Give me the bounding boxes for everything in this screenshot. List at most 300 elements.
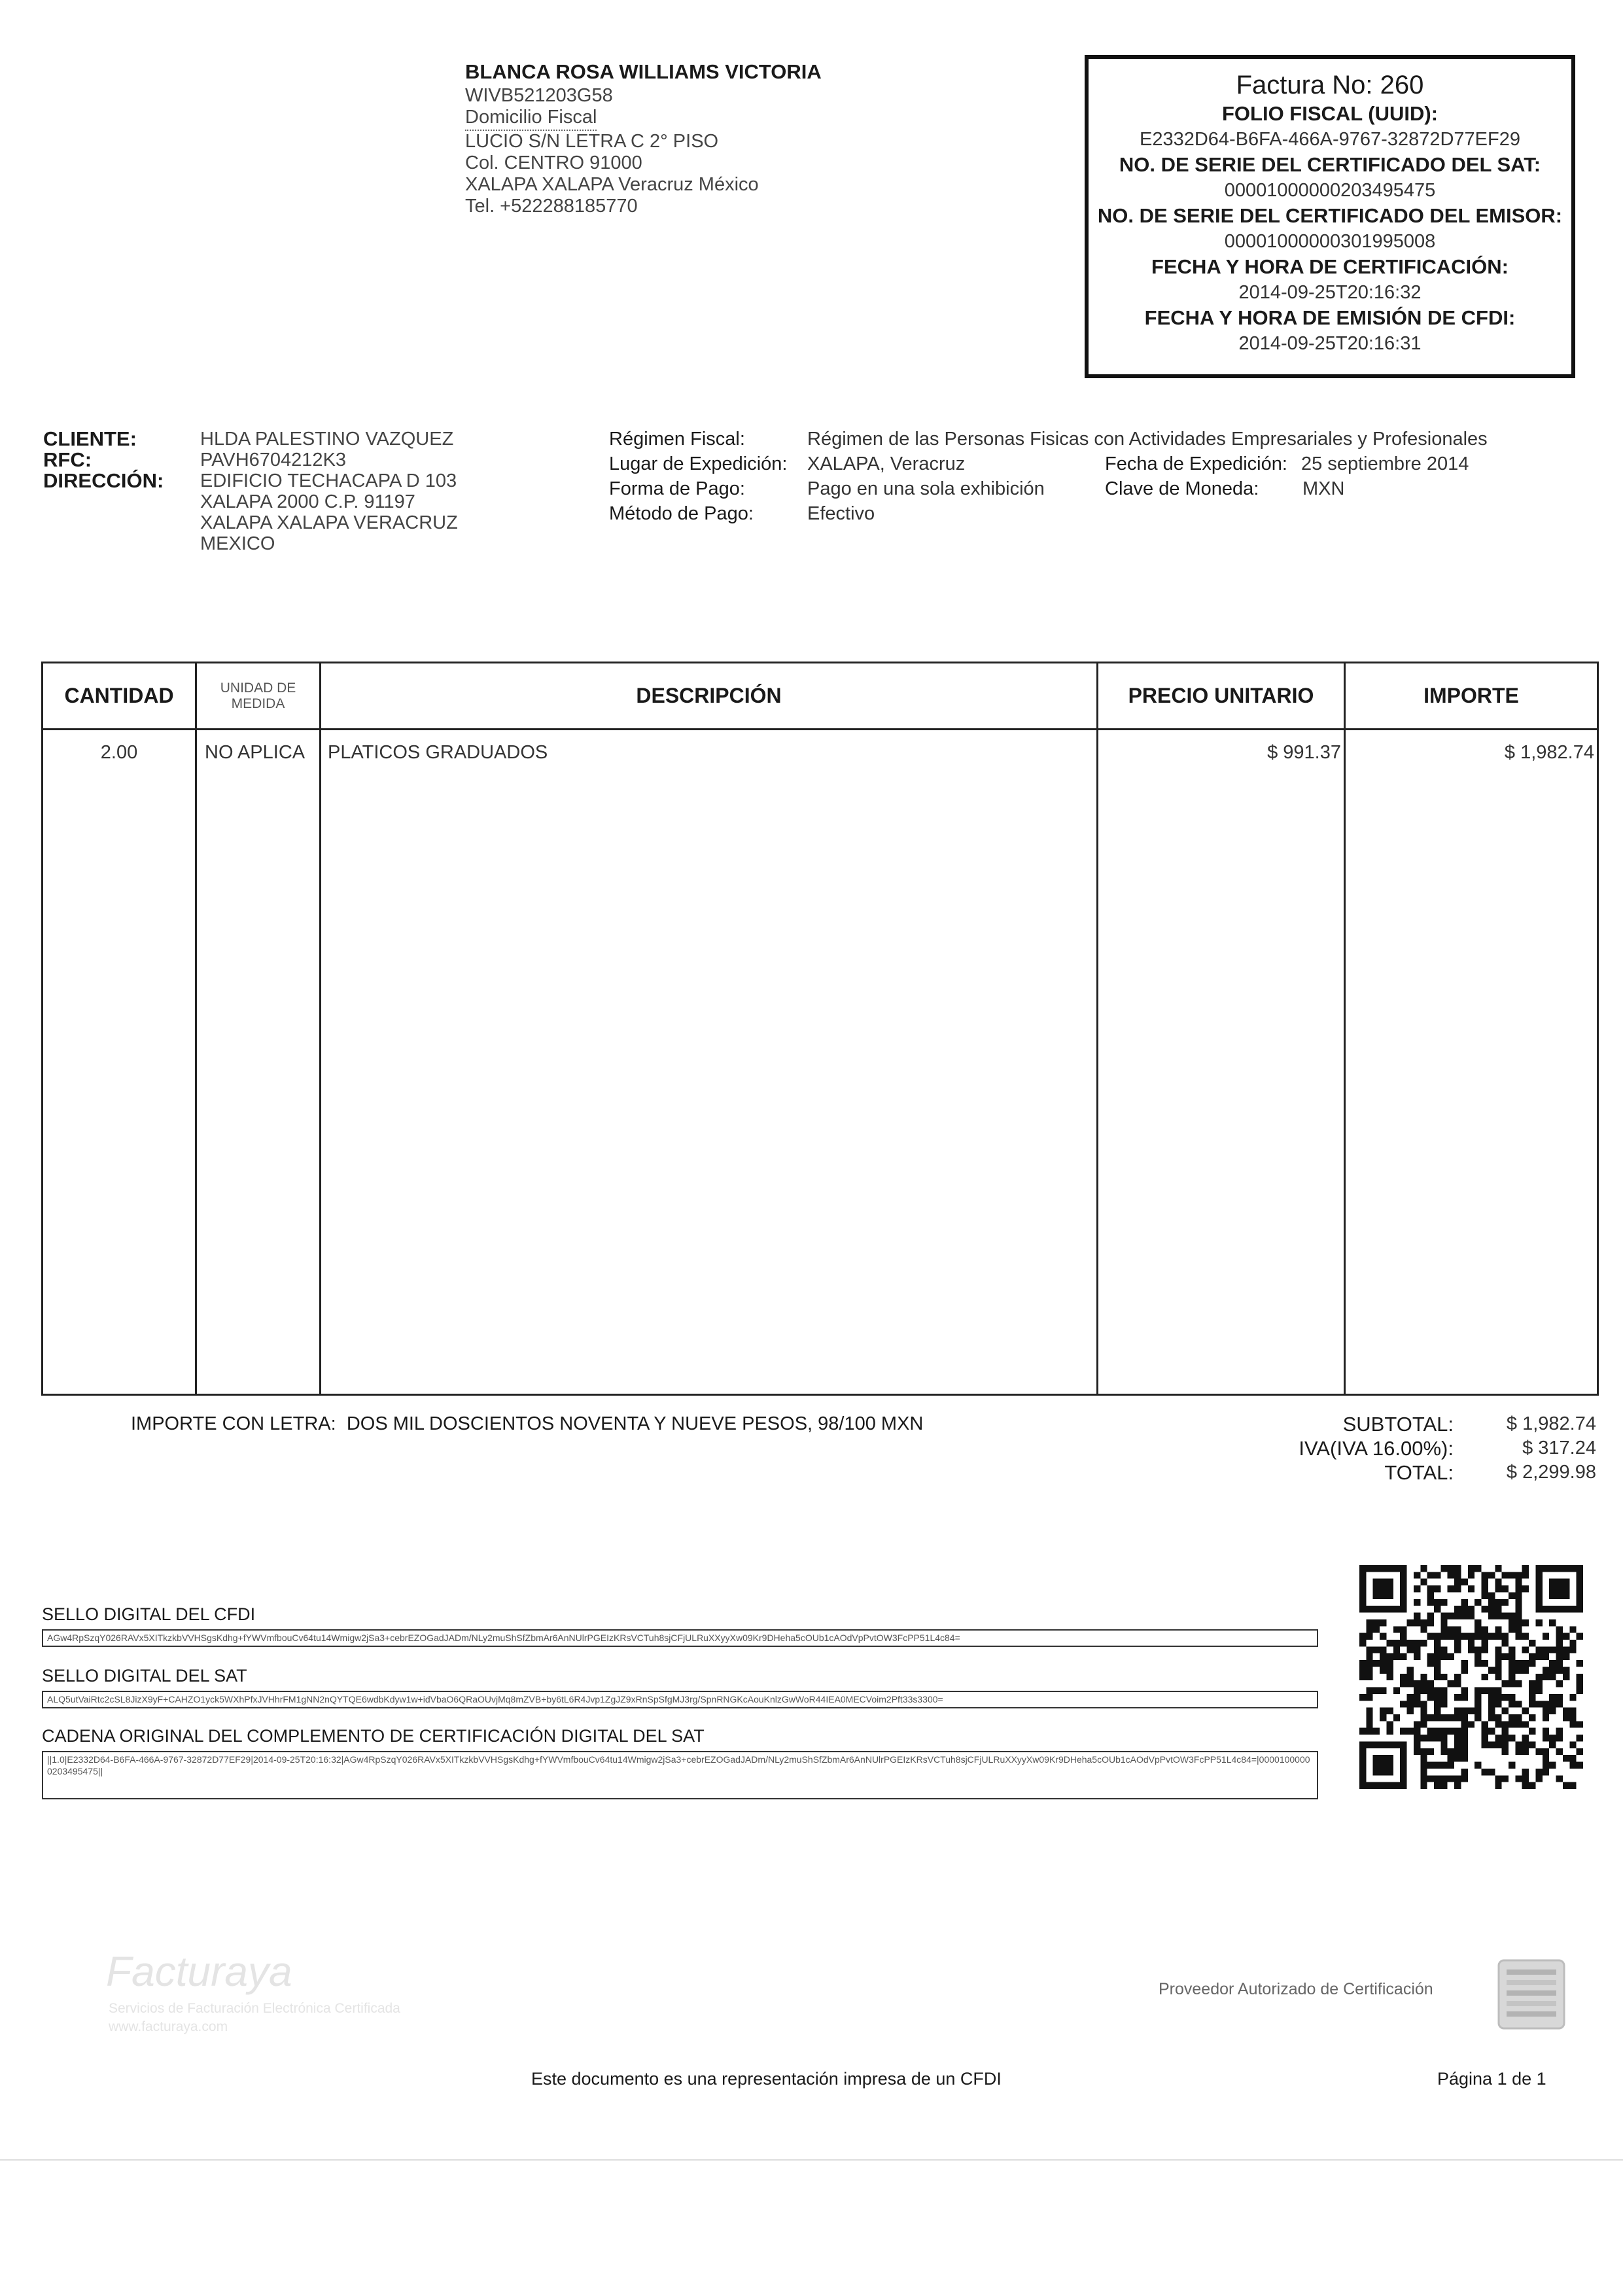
header-descripcion: DESCRIPCIÓN xyxy=(321,663,1098,730)
qr-module xyxy=(1393,1687,1400,1694)
qr-module xyxy=(1509,1653,1515,1660)
qr-module xyxy=(1420,1735,1427,1741)
qr-module xyxy=(1414,1721,1420,1727)
qr-module xyxy=(1543,1701,1549,1707)
fecha-moneda-values xyxy=(1301,451,1469,501)
header-precio: PRECIO UNITARIO xyxy=(1098,663,1345,730)
qr-module xyxy=(1386,1721,1393,1727)
qr-module xyxy=(1407,1680,1414,1687)
qr-module xyxy=(1543,1708,1549,1714)
lugar-value: XALAPA, Veracruz xyxy=(807,453,966,474)
fecha-emision-label: FECHA Y HORA DE EMISIÓN DE CFDI: xyxy=(1144,306,1516,329)
qr-module xyxy=(1515,1741,1522,1748)
qr-module xyxy=(1543,1728,1549,1735)
qr-module xyxy=(1543,1714,1549,1721)
qr-module xyxy=(1454,1775,1461,1782)
qr-module xyxy=(1495,1565,1501,1572)
qr-module xyxy=(1420,1579,1427,1585)
qr-module xyxy=(1495,1633,1501,1640)
qr-module xyxy=(1434,1714,1440,1721)
qr-module xyxy=(1515,1680,1522,1687)
qr-module xyxy=(1529,1687,1535,1694)
qr-module xyxy=(1577,1748,1583,1755)
qr-module xyxy=(1475,1694,1481,1701)
qr-module xyxy=(1440,1701,1447,1707)
qr-module xyxy=(1468,1565,1475,1572)
qr-module xyxy=(1509,1674,1515,1680)
qr-module xyxy=(1577,1735,1583,1741)
qr-module xyxy=(1549,1708,1556,1714)
qr-module xyxy=(1434,1775,1440,1782)
qr-module xyxy=(1488,1633,1495,1640)
qr-module xyxy=(1475,1619,1481,1626)
qr-module xyxy=(1461,1660,1467,1667)
qr-module xyxy=(1549,1762,1556,1769)
qr-module xyxy=(1440,1748,1447,1755)
qr-module xyxy=(1434,1674,1440,1680)
qr-module xyxy=(1495,1674,1501,1680)
page-number: Página 1 de 1 xyxy=(1437,2069,1546,2089)
qr-module xyxy=(1515,1572,1522,1578)
qr-module xyxy=(1515,1633,1522,1640)
emitter-name: BLANCA ROSA WILLIAMS VICTORIA xyxy=(465,60,822,83)
qr-module xyxy=(1461,1708,1467,1714)
qr-module xyxy=(1366,1646,1372,1653)
cert-sat-value: 00001000000203495475 xyxy=(1224,180,1436,201)
qr-module xyxy=(1420,1640,1427,1646)
qr-module xyxy=(1549,1646,1556,1653)
qr-module xyxy=(1482,1626,1488,1633)
qr-module xyxy=(1407,1667,1414,1673)
qr-module xyxy=(1522,1646,1529,1653)
qr-module xyxy=(1461,1687,1467,1694)
qr-module xyxy=(1543,1633,1549,1640)
qr-module xyxy=(1549,1660,1556,1667)
qr-module xyxy=(1434,1599,1440,1606)
qr-module xyxy=(1380,1708,1386,1714)
qr-module xyxy=(1569,1708,1576,1714)
qr-module xyxy=(1373,1626,1380,1633)
qr-module xyxy=(1502,1775,1509,1782)
qr-module xyxy=(1468,1606,1475,1612)
qr-module xyxy=(1509,1667,1515,1673)
qr-module xyxy=(1448,1680,1454,1687)
qr-module xyxy=(1427,1613,1434,1619)
qr-module xyxy=(1577,1633,1583,1640)
qr-module xyxy=(1434,1687,1440,1694)
qr-module xyxy=(1414,1741,1420,1748)
qr-module xyxy=(1549,1735,1556,1741)
qr-module xyxy=(1440,1633,1447,1640)
qr-module xyxy=(1359,1633,1366,1640)
row-importe: $ 1,982.74 xyxy=(1345,730,1598,1395)
qr-module xyxy=(1482,1735,1488,1741)
qr-module xyxy=(1400,1653,1406,1660)
regimen-value: Régimen de las Personas Fisicas con Actividades Empresariales y Profesionales xyxy=(807,429,1488,450)
qr-module xyxy=(1495,1646,1501,1653)
total-value: $ 2,299.98 xyxy=(1506,1462,1596,1483)
qr-module xyxy=(1427,1762,1434,1769)
qr-module xyxy=(1359,1660,1366,1667)
qr-module xyxy=(1535,1680,1542,1687)
qr-module xyxy=(1475,1687,1481,1694)
qr-module xyxy=(1359,1640,1366,1646)
qr-module xyxy=(1509,1626,1515,1633)
qr-module xyxy=(1440,1775,1447,1782)
qr-module xyxy=(1577,1680,1583,1687)
qr-module xyxy=(1414,1646,1420,1653)
qr-module xyxy=(1407,1640,1414,1646)
qr-module xyxy=(1556,1626,1563,1633)
provider-logo-url: www.facturaya.com xyxy=(109,2019,228,2034)
qr-module xyxy=(1414,1640,1420,1646)
invoice-number: Factura No: 260 xyxy=(1236,71,1424,99)
qr-module xyxy=(1373,1728,1380,1735)
qr-module xyxy=(1366,1694,1372,1701)
qr-module xyxy=(1461,1694,1467,1701)
qr-module xyxy=(1407,1701,1414,1707)
qr-module xyxy=(1448,1748,1454,1755)
qr-module xyxy=(1549,1741,1556,1748)
qr-module xyxy=(1495,1579,1501,1585)
qr-module xyxy=(1522,1782,1529,1789)
qr-module xyxy=(1420,1708,1427,1714)
qr-module xyxy=(1427,1728,1434,1735)
qr-module xyxy=(1482,1721,1488,1727)
qr-module xyxy=(1366,1660,1372,1667)
qr-module xyxy=(1454,1708,1461,1714)
qr-module xyxy=(1427,1592,1434,1598)
qr-module xyxy=(1502,1599,1509,1606)
qr-module xyxy=(1556,1667,1563,1673)
qr-module xyxy=(1502,1735,1509,1741)
qr-module xyxy=(1535,1674,1542,1680)
qr-module xyxy=(1427,1714,1434,1721)
qr-module xyxy=(1495,1782,1501,1789)
qr-module xyxy=(1482,1687,1488,1694)
qr-module xyxy=(1373,1619,1380,1626)
qr-module xyxy=(1515,1599,1522,1606)
cert-sat-label: NO. DE SERIE DEL CERTIFICADO DEL SAT: xyxy=(1119,153,1541,176)
qr-module xyxy=(1427,1633,1434,1640)
qr-module xyxy=(1454,1755,1461,1761)
qr-module xyxy=(1515,1613,1522,1619)
provider-logo-text: Facturaya xyxy=(106,1948,292,1995)
qr-module xyxy=(1427,1694,1434,1701)
regimen-label: Régimen Fiscal: xyxy=(609,429,745,450)
qr-module xyxy=(1461,1606,1467,1612)
emitter-block xyxy=(465,85,759,217)
qr-module xyxy=(1454,1572,1461,1578)
qr-module xyxy=(1509,1721,1515,1727)
row-descripcion: PLATICOS GRADUADOS xyxy=(321,730,1098,1395)
qr-module xyxy=(1475,1633,1481,1640)
qr-module xyxy=(1454,1640,1461,1646)
folio-box xyxy=(1085,55,1575,378)
qr-module xyxy=(1461,1599,1467,1606)
qr-module xyxy=(1427,1660,1434,1667)
qr-module xyxy=(1488,1708,1495,1714)
qr-module xyxy=(1515,1748,1522,1755)
qr-module xyxy=(1515,1775,1522,1782)
moneda-label: Clave de Moneda: xyxy=(1105,478,1259,499)
header-importe: IMPORTE xyxy=(1345,663,1598,730)
qr-module xyxy=(1475,1653,1481,1660)
cliente-label: CLIENTE: xyxy=(43,427,137,450)
qr-module xyxy=(1386,1667,1393,1673)
qr-module xyxy=(1509,1613,1515,1619)
qr-module xyxy=(1359,1728,1366,1735)
qr-module xyxy=(1556,1646,1563,1653)
qr-module xyxy=(1509,1701,1515,1707)
qr-module xyxy=(1488,1694,1495,1701)
qr-module xyxy=(1434,1653,1440,1660)
qr-module xyxy=(1495,1667,1501,1673)
client-name: HLDA PALESTINO VAZQUEZ xyxy=(200,429,454,450)
qr-module xyxy=(1407,1728,1414,1735)
qr-module xyxy=(1502,1633,1509,1640)
qr-module xyxy=(1380,1667,1386,1673)
qr-module xyxy=(1569,1694,1576,1701)
qr-module xyxy=(1495,1660,1501,1667)
qr-module xyxy=(1461,1775,1467,1782)
qr-module xyxy=(1427,1619,1434,1626)
qr-module xyxy=(1563,1646,1569,1653)
qr-module xyxy=(1529,1694,1535,1701)
qr-module xyxy=(1509,1694,1515,1701)
qr-module xyxy=(1440,1674,1447,1680)
qr-module xyxy=(1569,1714,1576,1721)
total-label: TOTAL: xyxy=(1384,1461,1454,1484)
qr-module xyxy=(1522,1660,1529,1667)
qr-module xyxy=(1556,1653,1563,1660)
qr-module xyxy=(1569,1721,1576,1727)
uuid-label: FOLIO FISCAL (UUID): xyxy=(1221,102,1439,125)
qr-module xyxy=(1556,1701,1563,1707)
qr-module xyxy=(1468,1633,1475,1640)
qr-module xyxy=(1502,1640,1509,1646)
qr-module xyxy=(1386,1653,1393,1660)
qr-module xyxy=(1482,1640,1488,1646)
qr-module xyxy=(1569,1782,1576,1789)
qr-module xyxy=(1386,1660,1393,1667)
qr-module xyxy=(1434,1646,1440,1653)
qr-module xyxy=(1414,1680,1420,1687)
qr-module xyxy=(1502,1708,1509,1714)
qr-module xyxy=(1529,1653,1535,1660)
qr-module xyxy=(1359,1674,1366,1680)
importe-letra xyxy=(131,1413,923,1435)
qr-module xyxy=(1414,1735,1420,1741)
qr-module xyxy=(1556,1633,1563,1640)
qr-module xyxy=(1454,1565,1461,1572)
qr-module xyxy=(1434,1633,1440,1640)
row-unidad: NO APLICA xyxy=(196,730,321,1395)
qr-module xyxy=(1440,1782,1447,1789)
qr-module xyxy=(1414,1572,1420,1578)
qr-module xyxy=(1556,1694,1563,1701)
qr-module xyxy=(1535,1653,1542,1660)
qr-module xyxy=(1380,1660,1386,1667)
qr-module xyxy=(1563,1714,1569,1721)
qr-module xyxy=(1440,1599,1447,1606)
qr-module xyxy=(1393,1646,1400,1653)
qr-module xyxy=(1454,1579,1461,1585)
qr-module xyxy=(1434,1640,1440,1646)
qr-module xyxy=(1414,1728,1420,1735)
qr-module xyxy=(1380,1687,1386,1694)
client-address-3: XALAPA XALAPA VERACRUZ xyxy=(200,512,458,533)
qr-module xyxy=(1434,1572,1440,1578)
qr-module xyxy=(1448,1775,1454,1782)
cert-emisor-label: NO. DE SERIE DEL CERTIFICADO DEL EMISOR: xyxy=(1097,204,1563,227)
qr-module xyxy=(1509,1680,1515,1687)
qr-module xyxy=(1488,1606,1495,1612)
forma-label: Forma de Pago: xyxy=(609,478,745,499)
qr-module xyxy=(1577,1660,1583,1667)
qr-module xyxy=(1440,1626,1447,1633)
domicilio-label: Domicilio Fiscal xyxy=(465,107,597,131)
cadena-value: ||1.0|E2332D64-B6FA-466A-9767-32872D77EF29|2014-09-25T20:16:32|AGw4RpSzqY026RAVx5XITkzkbVVHSgsKdhg+fYWVmfbouCv64tu14Wmigw2jSa3+cebrEZOGadJADm/NLy2muShSfZbmAr6AnNUlrPGEIzKRsVCTuh8sjCFjULRuXXyyXw09Kr9DHeha5cOUb1cAOdVpPvtOW3FcPP51L4c84=|00001000000203495475|| xyxy=(42,1751,1318,1799)
qr-module xyxy=(1366,1714,1372,1721)
qr-module xyxy=(1543,1735,1549,1741)
qr-module xyxy=(1502,1748,1509,1755)
qr-module xyxy=(1393,1640,1400,1646)
qr-module xyxy=(1563,1755,1569,1761)
qr-module xyxy=(1461,1633,1467,1640)
qr-module xyxy=(1488,1741,1495,1748)
qr-module xyxy=(1440,1741,1447,1748)
qr-module xyxy=(1420,1782,1427,1789)
qr-module xyxy=(1509,1619,1515,1626)
qr-module xyxy=(1440,1762,1447,1769)
qr-module xyxy=(1386,1674,1393,1680)
qr-module xyxy=(1366,1653,1372,1660)
qr-module xyxy=(1440,1687,1447,1694)
qr-module xyxy=(1482,1606,1488,1612)
qr-module xyxy=(1468,1613,1475,1619)
qr-module xyxy=(1522,1633,1529,1640)
emitter-address-2: Col. CENTRO 91000 xyxy=(465,152,642,173)
qr-module xyxy=(1414,1694,1420,1701)
qr-module xyxy=(1482,1741,1488,1748)
qr-module xyxy=(1366,1728,1372,1735)
qr-module xyxy=(1393,1653,1400,1660)
qr-module xyxy=(1434,1728,1440,1735)
qr-module xyxy=(1448,1613,1454,1619)
qr-module xyxy=(1434,1708,1440,1714)
qr-module xyxy=(1522,1741,1529,1748)
table-row xyxy=(43,730,1598,1395)
qr-module xyxy=(1535,1619,1542,1626)
qr-module xyxy=(1366,1674,1372,1680)
qr-module xyxy=(1475,1762,1481,1769)
qr-module xyxy=(1502,1572,1509,1578)
qr-module xyxy=(1475,1626,1481,1633)
qr-module xyxy=(1454,1782,1461,1789)
qr-module xyxy=(1563,1653,1569,1660)
sello-sat-label: SELLO DIGITAL DEL SAT xyxy=(42,1666,247,1686)
page-divider xyxy=(0,2159,1623,2161)
qr-module xyxy=(1420,1674,1427,1680)
qr-module xyxy=(1535,1748,1542,1755)
qr-module xyxy=(1373,1660,1380,1667)
qr-module xyxy=(1475,1646,1481,1653)
qr-module xyxy=(1359,1667,1366,1673)
qr-module xyxy=(1522,1735,1529,1741)
qr-module xyxy=(1488,1592,1495,1598)
qr-module xyxy=(1461,1769,1467,1775)
qr-module xyxy=(1461,1755,1467,1761)
qr-module xyxy=(1461,1721,1467,1727)
emitter-address-3: XALAPA XALAPA Veracruz México xyxy=(465,174,759,195)
qr-module xyxy=(1563,1667,1569,1673)
qr-module xyxy=(1502,1694,1509,1701)
letra-label: IMPORTE CON LETRA: xyxy=(131,1413,336,1434)
fecha-exp-value: 25 septiembre 2014 xyxy=(1301,453,1469,474)
qr-module xyxy=(1400,1701,1406,1707)
subtotal-value: $ 1,982.74 xyxy=(1506,1413,1596,1434)
qr-module xyxy=(1461,1667,1467,1673)
qr-module xyxy=(1468,1640,1475,1646)
qr-module xyxy=(1414,1653,1420,1660)
qr-module xyxy=(1569,1640,1576,1646)
qr-module xyxy=(1427,1572,1434,1578)
qr-module xyxy=(1440,1714,1447,1721)
qr-module xyxy=(1386,1708,1393,1714)
metodo-label: Método de Pago: xyxy=(609,503,754,524)
provider-logo-sub xyxy=(109,2000,400,2036)
qr-module xyxy=(1502,1721,1509,1727)
lugar-label: Lugar de Expedición: xyxy=(609,453,788,474)
qr-module xyxy=(1407,1694,1414,1701)
qr-module xyxy=(1407,1646,1414,1653)
qr-module xyxy=(1427,1653,1434,1660)
qr-module xyxy=(1400,1633,1406,1640)
qr-module xyxy=(1427,1599,1434,1606)
qr-module xyxy=(1482,1728,1488,1735)
qr-module xyxy=(1366,1687,1372,1694)
qr-module xyxy=(1440,1646,1447,1653)
qr-module xyxy=(1495,1585,1501,1592)
qr-module xyxy=(1420,1714,1427,1721)
qr-module xyxy=(1488,1613,1495,1619)
qr-module xyxy=(1448,1565,1454,1572)
qr-module xyxy=(1522,1775,1529,1782)
qr-module xyxy=(1522,1572,1529,1578)
qr-module xyxy=(1488,1667,1495,1673)
iva-value: $ 317.24 xyxy=(1522,1438,1596,1458)
qr-module xyxy=(1515,1585,1522,1592)
qr-module xyxy=(1440,1565,1447,1572)
qr-module xyxy=(1448,1755,1454,1761)
qr-module xyxy=(1482,1674,1488,1680)
qr-module xyxy=(1556,1728,1563,1735)
qr-module xyxy=(1448,1633,1454,1640)
qr-module xyxy=(1515,1579,1522,1585)
qr-module xyxy=(1448,1572,1454,1578)
qr-module xyxy=(1400,1640,1406,1646)
qr-module xyxy=(1495,1701,1501,1707)
qr-module xyxy=(1543,1762,1549,1769)
qr-module xyxy=(1400,1680,1406,1687)
qr-module xyxy=(1380,1619,1386,1626)
qr-module xyxy=(1454,1741,1461,1748)
cert-emisor-value: 00001000000301995008 xyxy=(1224,231,1436,252)
qr-module xyxy=(1543,1755,1549,1761)
qr-module xyxy=(1488,1687,1495,1694)
qr-module xyxy=(1448,1714,1454,1721)
